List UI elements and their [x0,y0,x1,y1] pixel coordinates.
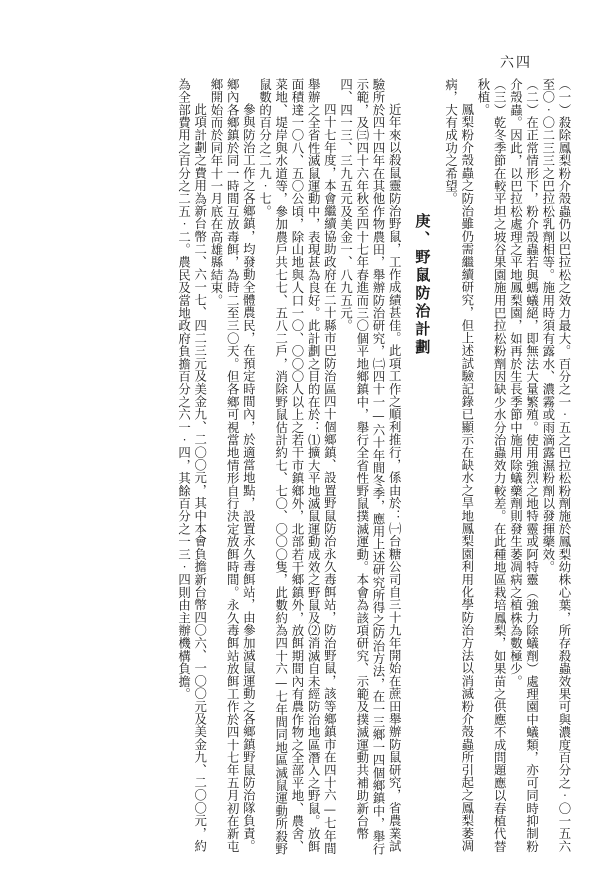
page-number: 六四 [500,55,532,71]
paragraph-conclusion: 鳳梨粉介殼蟲之防治雖仍需繼續研究，但上述試驗記錄已顯示在缺水之旱地鳳梨園利用化學防治方法以消滅粉介殼蟲所引起之鳳梨萎凋病，大有成功之希望。 [443,78,475,853]
paragraph-rodent-execution: 參與防治工作之各鄉鎮，均發動全體農民，在預定時間內，於適當地點，設置永久毒餌站，由參加滅鼠運動之各鄉鎮野鼠防治隊負責。鄉內各鄉鎮於同一時間互放毒餌，為時二至三〇天。但各鄉可視當地情形自行決定放餌時間。永久毒餌站放餌工作於四十七年五月初在新屯鄉開始而於同年十一月底在高雄縣結束。 [208,78,257,853]
paragraph-item-3: （三）乾冬季節在較平坦之坡谷果園施用巴拉松粉劑因缺少水分治蟲效力較差。在此種地區栽培鳳梨，如果苗之供應不成問題應以春植代替秋植。 [475,78,508,853]
document-body [24,78,572,858]
paragraph-item-1: （一）殺除鳳梨粉介殼蟲仍以巴拉松之效力最大。百分之一‧五之巴拉松粉劑施於鳳梨幼株心葉，所存殺蟲效果可與濃度百分之‧〇一五六至〇‧〇二三三之巴拉松乳劑相等。施用時須有露水、濃霧或雨滴露濕粉劑以發揮藥效。 [540,78,572,853]
section-heading: 庚、野鼠防治計劃 [413,213,432,357]
paragraph-item-2: （二）在正常情形下，粉介殼蟲若與螞蟻絕，即無法大量繁殖。使用強烈之地特靈或阿特靈（強力除蟻劑）處理園中蟻類，亦可同時抑制粉介殼蟲。因此，以巴拉松處理之平地鳳梨園，如再於生長季節中施用除蟻藥劑則發生萎凋病之植株為數極少。 [508,78,540,853]
paragraph-rodent-funding: 此項計劃之費用為新台幣二、六一七、四二三元及美金九、二〇〇元，其中本會負擔新台幣四〇六、一〇〇元及美金九、二〇〇元，約為全部費用之百分之二五‧二。農民及當地政府負擔百分之六一‧四，其餘百分之一三‧四則由主辦機構負擔。 [176,78,208,853]
paragraph-rodent-program: 四十七年度，本會繼續協助政府在二十縣市巴防治區四十個鄉鎮、設置野鼠防治永久毒餌站，防治野鼠，該等鄉鎮市在四十六—七年間舉辦之全省性滅鼠運動中，表現甚為良好。此計劃之目的在於：⑴擴大平地滅鼠運動成效之野鼠及⑵消滅自未經防治地區潛入之野鼠。放餌面積達一〇八、五〇公頃，除山地與人口一〇、〇〇〇人以上之若干市鎮鄉外，北部若干鄉鎮外，放餌期間內有農作物之全部平地、農舍、菜地、堤岸與水道等，參加農戶共七七、五八二戶，消除野鼠估計約七、七〇、〇〇〇隻，此數約為四十六—七年間同地區滅鼠運動所殺野鼠數的百分之二九‧七。 [257,78,338,856]
paragraph-rodent-intro: 近年來以殺鼠靈防治野鼠，工作成績甚佳。此項工作之順利推行，係由於：㈠台糖公司自三十九年開始在蔗田舉辦防鼠研究，省農業試驗所於四十四年在其他作物農田，舉辦防治研究，㈡四十一—六十年間冬季，應用上述研究所得之防治方法，在一三鄉一四個鄉鎮中，舉行示範，及㈢四十六年秋至四十七年春進而三〇個平地鄉鎮中，舉行全省性野鼠撲滅運動。本會為該項研究、示範及撲滅運動共補助新台幣四、四一三、三九五元及美金一、八九五元。 [338,78,403,856]
